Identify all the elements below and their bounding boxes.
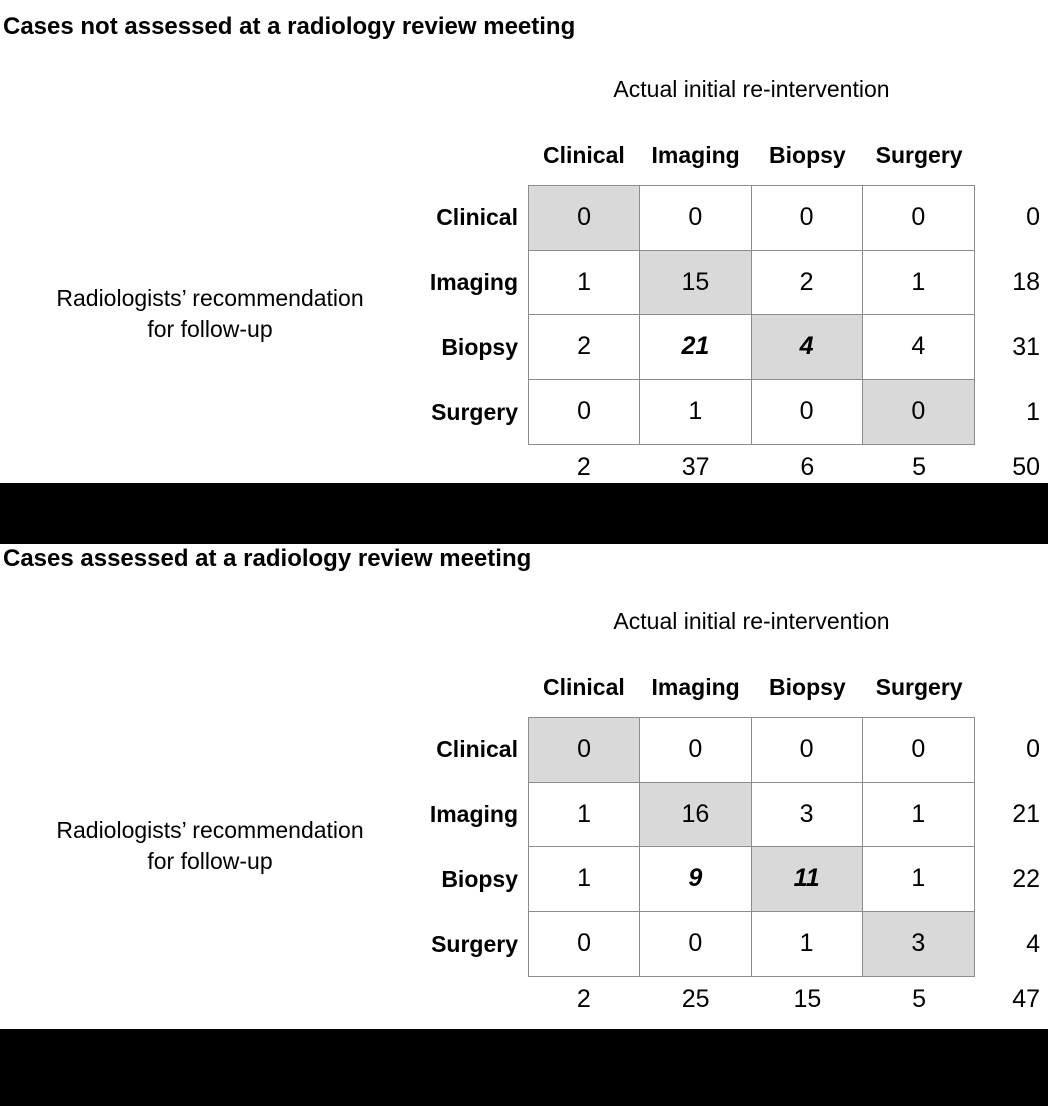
- matrix-cell: 15: [640, 251, 751, 316]
- row-axis-label-line1: Radiologists’ recommendation: [56, 285, 364, 311]
- column-total: 25: [681, 985, 710, 1013]
- column-total: 37: [681, 453, 710, 481]
- row-total: 4: [1026, 930, 1040, 958]
- column-header-clinical: Clinical: [542, 142, 625, 168]
- row-total: 1: [1026, 398, 1040, 426]
- column-headers-row: [528, 139, 975, 171]
- column-total: 5: [912, 985, 927, 1013]
- matrix-cell: 0: [752, 380, 863, 445]
- matrix-cell: 0: [529, 718, 640, 783]
- matrix-cell: 3: [863, 912, 974, 977]
- row-total: 0: [1026, 203, 1040, 231]
- matrix-cell: 0: [640, 186, 751, 251]
- column-axis-label: Actual initial re-intervention: [613, 76, 890, 102]
- panel-title: Cases assessed at a radiology review meeting: [3, 545, 532, 572]
- matrix-cell: 0: [752, 718, 863, 783]
- panel-title: Cases not assessed at a radiology review meeting: [3, 13, 576, 40]
- row-axis-label-line2: for follow-up: [147, 848, 273, 874]
- column-header-surgery: Surgery: [875, 674, 963, 700]
- panel-assessed: [0, 532, 1048, 1064]
- column-axis-label: Actual initial re-intervention: [613, 608, 890, 634]
- grand-total: 50: [1012, 453, 1040, 481]
- matrix-cell: 1: [863, 783, 974, 848]
- matrix-cell: 0: [752, 186, 863, 251]
- column-header-clinical: Clinical: [542, 674, 625, 700]
- redaction-bar: [0, 1029, 1048, 1106]
- row-total: 31: [1012, 333, 1040, 361]
- column-header-imaging: Imaging: [651, 674, 740, 700]
- column-header-biopsy: Biopsy: [769, 674, 846, 700]
- matrix-cell: 2: [529, 315, 640, 380]
- row-total: 21: [1012, 800, 1040, 828]
- row-label-imaging: Imaging: [429, 801, 518, 827]
- matrix-cell: 0: [863, 186, 974, 251]
- matrix-cell: 1: [863, 251, 974, 316]
- matrix-cell: 0: [529, 380, 640, 445]
- matrix-cell: 0: [863, 718, 974, 783]
- column-total: 2: [576, 453, 591, 481]
- row-label-surgery: Surgery: [431, 399, 518, 425]
- row-label-clinical: Clinical: [436, 204, 518, 230]
- matrix-cell: 9: [640, 847, 751, 912]
- matrix-cell: 1: [752, 912, 863, 977]
- column-totals-row: [528, 982, 975, 1017]
- row-label-imaging: Imaging: [429, 269, 518, 295]
- row-total: 22: [1012, 865, 1040, 893]
- confusion-matrix: [528, 185, 975, 445]
- matrix-cell: 1: [529, 847, 640, 912]
- row-label-biopsy: Biopsy: [441, 866, 518, 892]
- column-header-surgery: Surgery: [875, 142, 963, 168]
- matrix-cell: 2: [752, 251, 863, 316]
- row-label-biopsy: Biopsy: [441, 334, 518, 360]
- matrix-cell: 11: [752, 847, 863, 912]
- confusion-matrix: [528, 717, 975, 977]
- column-totals-row: [528, 450, 975, 485]
- matrix-cell: 4: [863, 315, 974, 380]
- matrix-cell: 1: [863, 847, 974, 912]
- row-total: 0: [1026, 735, 1040, 763]
- row-axis-label-line1: Radiologists’ recommendation: [56, 817, 364, 843]
- column-header-imaging: Imaging: [651, 142, 740, 168]
- matrix-cell: 1: [529, 783, 640, 848]
- matrix-cell: 0: [529, 912, 640, 977]
- matrix-cell: 4: [752, 315, 863, 380]
- matrix-cell: 0: [640, 718, 751, 783]
- column-total: 15: [793, 985, 822, 1013]
- matrix-cell: 1: [640, 380, 751, 445]
- matrix-cell: 3: [752, 783, 863, 848]
- column-header-biopsy: Biopsy: [769, 142, 846, 168]
- row-label-clinical: Clinical: [436, 736, 518, 762]
- matrix-cell: 0: [529, 186, 640, 251]
- row-total: 18: [1012, 268, 1040, 296]
- matrix-cell: 0: [863, 380, 974, 445]
- column-headers-row: [528, 671, 975, 703]
- grand-total: 47: [1012, 985, 1040, 1013]
- matrix-cell: 0: [640, 912, 751, 977]
- matrix-cell: 16: [640, 783, 751, 848]
- column-total: 5: [912, 453, 927, 481]
- column-total: 2: [576, 985, 591, 1013]
- panel-not-assessed: [0, 0, 1048, 532]
- matrix-cell: 1: [529, 251, 640, 316]
- row-label-surgery: Surgery: [431, 931, 518, 957]
- column-total: 6: [800, 453, 815, 481]
- matrix-cell: 21: [640, 315, 751, 380]
- row-axis-label-line2: for follow-up: [147, 316, 273, 342]
